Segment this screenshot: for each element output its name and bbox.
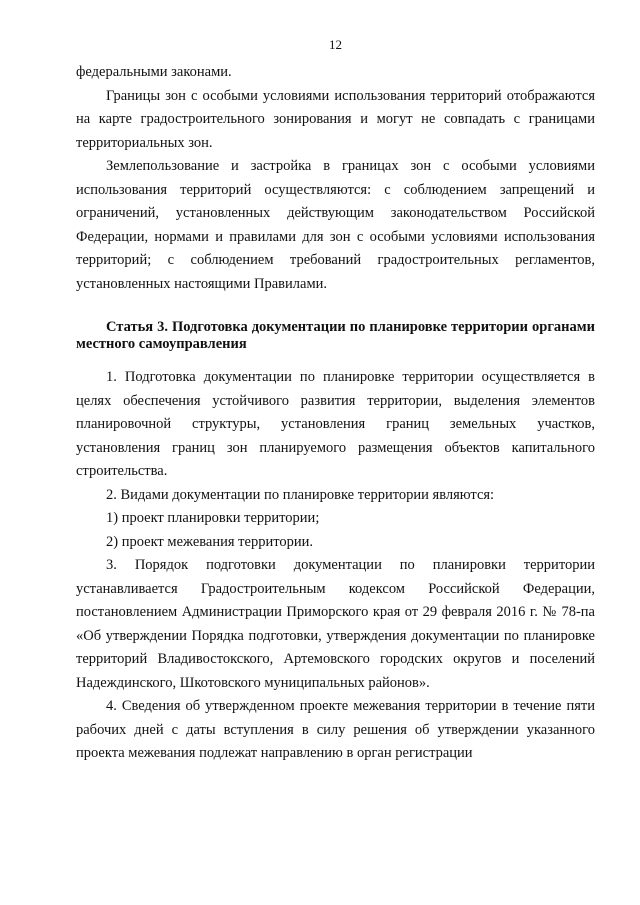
article-3-heading: Статья 3. Подготовка документации по планировке территории органами местного самоуправления — [76, 319, 595, 352]
paragraph-zone-boundaries: Границы зон с особыми условиями использования территорий отображаются на карте градостроительного зонирования и могут не совпадать с границами территориальных зон. — [76, 87, 595, 151]
document-body — [76, 61, 595, 766]
paragraph-continuation: федеральными законами. — [76, 64, 232, 80]
article-paragraph-3: 3. Порядок подготовки документации по планировки территории устанавливается Градостроительным кодексом Российской Федерации, постановлением Администрации Приморского края от 29 февраля 2016 г. № 78-па «Об утверждении Порядка подготовки, утверждения документации по планировке территорий Владивостокского, Артемовского городских округов и поселений Надеждинского, Шкотовского муниципальных районов». — [76, 557, 595, 691]
article-paragraph-1: 1. Подготовка документации по планировке территории осуществляется в целях обеспечения устойчивого развития территории, выделения элементов планировочной структуры, установления границ земельных участков, установления границ зон планируемого размещения объектов капитального строительства. — [76, 369, 595, 479]
page-number: 12 — [329, 37, 342, 52]
article-paragraph-4: 4. Сведения об утвержденном проекте межевания территории в течение пяти рабочих дней с даты вступления в силу решения об утверждении указанного проекта межевания подлежат направлению в орган регистрации — [76, 698, 595, 761]
article-list-item-2: 2) проект межевания территории. — [106, 533, 313, 550]
article-paragraph-2: 2. Видами документации по планировке территории являются: — [106, 486, 495, 503]
article-list-item-1: 1) проект планировки территории; — [106, 510, 320, 526]
paragraph-land-use: Землепользование и застройка в границах зон с особыми условиями использования территорий осуществляются: с соблюдением запрещений и ограничений, установленных действующим законодательством Российской Федерации, нормами и правилами для зон с особыми условиями использования территорий; с соблюдением требований градостроительных регламентов, установленных настоящими Правилами. — [76, 158, 595, 292]
